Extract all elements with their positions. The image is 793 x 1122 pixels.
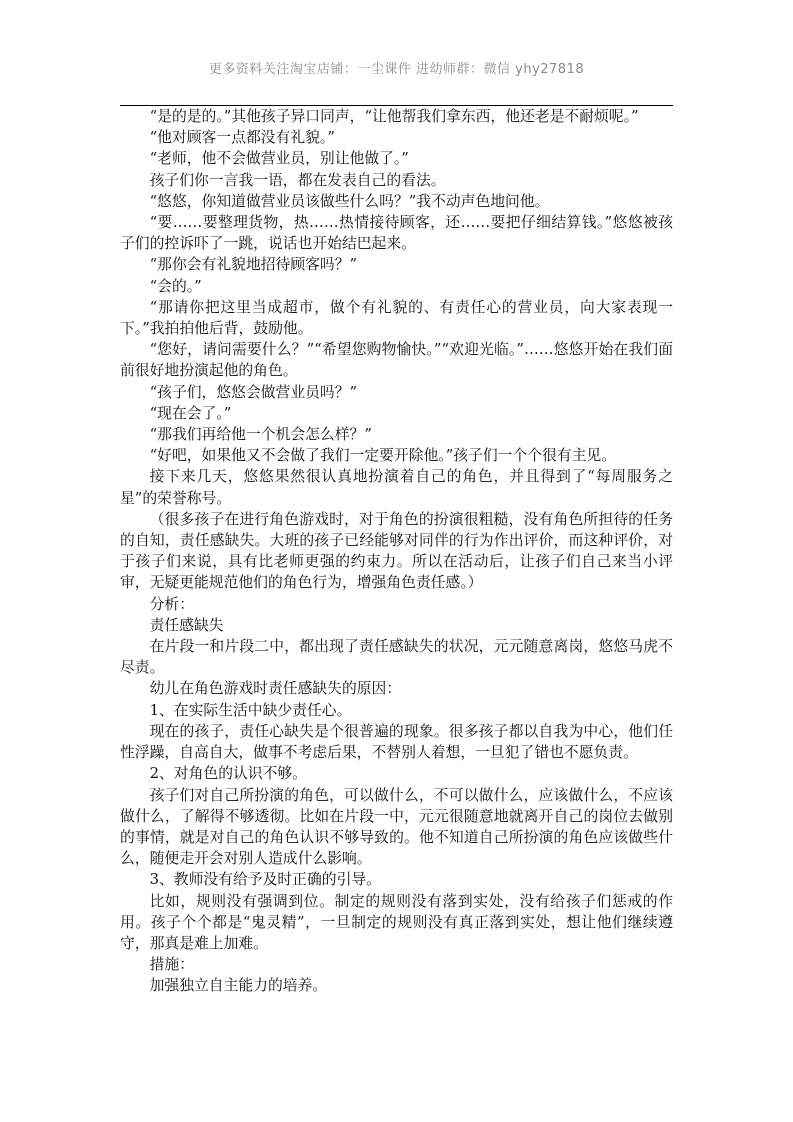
paragraph: “会的。” xyxy=(149,277,202,295)
paragraph: 孩子们你一言我一语，都在发表自己的看法。 xyxy=(149,171,446,189)
section-heading: 责任感缺失 xyxy=(149,616,224,634)
list-item-heading: 2、对角色的认识不够。 xyxy=(149,765,307,783)
paragraph: 幼儿在角色游戏时责任感缺失的原因： xyxy=(149,680,402,698)
paragraph: 接下来几天，悠悠果然很认真地扮演着自己的角色，并且得到了“每周服务之星”的荣誉称号。 xyxy=(120,468,673,507)
paragraph: “悠悠，你知道做营业员该做些什么吗？”我不动声色地问他。 xyxy=(149,192,550,210)
paragraph: 在片段一和片段二中，都出现了责任感缺失的状况，元元随意离岗，悠悠马虎不尽责。 xyxy=(120,638,673,677)
document-body xyxy=(120,106,673,997)
paragraph: “那请你把这里当成超市，做个有礼貌的、有责任心的营业员，向大家表现一下。”我拍拍他后背，鼓励他。 xyxy=(120,298,673,338)
paragraph: “您好，请问需要什么？”“希望您购物愉快。”“欢迎光临。”……悠悠开始在我们面前很好地扮演起他的角色。 xyxy=(120,341,673,380)
paragraph: （很多孩子在进行角色游戏时，对于角色的扮演很粗糙，没有角色所担待的任务的自知，责任感缺失。大班的孩子已经能够对同伴的行为作出评价，而这种评价，对于孩子们来说，具有比老师更强的约束力。所以在活动后，让孩子们自己来当小评审，无疑更能规范他们的角色行为，增强角色责任感。） xyxy=(120,510,673,592)
section-heading: 分析： xyxy=(149,595,194,613)
paragraph: “那我们再给他一个机会怎么样？” xyxy=(149,426,372,444)
paragraph: 比如，规则没有强调到位。制定的规则没有落到实处，没有给孩子们惩戒的作用。孩子个个都是“鬼灵精”，一旦制定的规则没有真正落到实处，想让他们继续遵守，那真是难上加难。 xyxy=(120,892,673,952)
page-header-watermark: 更多资料关注淘宝店铺：一尘课件 进幼师群：微信 yhy27818 xyxy=(208,62,585,77)
list-item-heading: 1、在实际生活中缺少责任心。 xyxy=(149,701,352,719)
list-item-heading: 3、教师没有给予及时正确的引导。 xyxy=(149,871,381,889)
paragraph: “孩子们，悠悠会做营业员吗？” xyxy=(149,383,358,401)
paragraph: “那你会有礼貌地招待顾客吗？” xyxy=(149,256,358,274)
paragraph: “现在会了。” xyxy=(149,404,232,422)
section-heading: 措施： xyxy=(149,956,194,974)
paragraph: “要……要整理货物，热……热情接待顾客，还……要把仔细结算钱。”悠悠被孩子们的控诉吓了一跳，说话也开始结巴起来。 xyxy=(120,214,673,253)
paragraph: “老师，他不会做营业员，别让他做了。” xyxy=(149,150,409,168)
paragraph: 现在的孩子，责任心缺失是个很普遍的现象。很多孩子都以自我为中心，他们任性浮躁，自高自大，做事不考虑后果，不替别人着想，一旦犯了错也不愿负责。 xyxy=(120,722,673,762)
paragraph: 孩子们对自己所扮演的角色，可以做什么，不可以做什么，应该做什么，不应该做什么，了解得不够透彻。比如在片段一中，元元很随意地就离开自己的岗位去做别的事情，就是对自己的角色认识不够导致的。他不知道自己所扮演的角色应该做些什么，随便走开会对别人造成什么影响。 xyxy=(120,786,673,868)
paragraph: “好吧，如果他又不会做了我们一定要开除他。”孩子们一个个很有主见。 xyxy=(149,447,617,465)
paragraph: “他对顾客一点都没有礼貌。” xyxy=(149,129,335,147)
paragraph: 加强独立自主能力的培养。 xyxy=(149,977,328,995)
paragraph: “是的是的。”其他孩子异口同声，“让他帮我们拿东西，他还老是不耐烦呢。” xyxy=(149,108,639,125)
